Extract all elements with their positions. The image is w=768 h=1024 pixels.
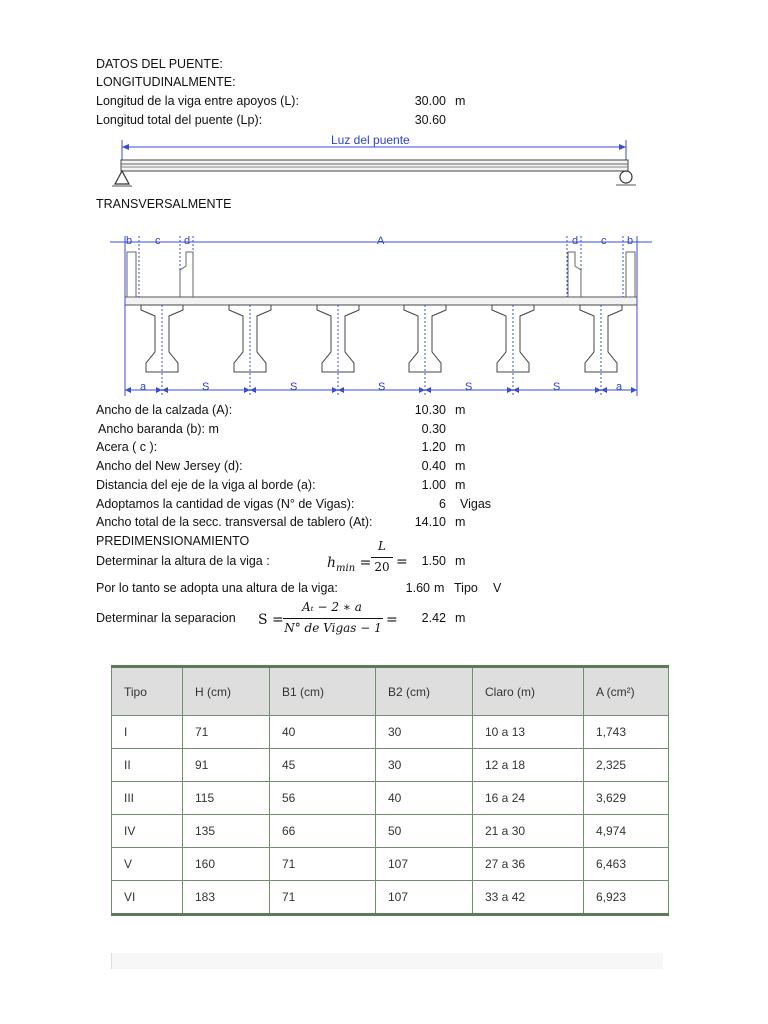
sep-unit: m [455,611,466,625]
adopta-value: 1.60 [405,581,430,595]
dim-d-right: d [572,235,579,247]
param-unit: m [455,459,466,473]
param-label: Ancho total de la secc. transversal de tablero (At): [96,515,373,529]
dimension-arrowhead [156,387,162,393]
dimension-arrowhead [338,387,344,393]
transversal-heading: TRANSVERSALMENTE [96,197,232,211]
table-cell: 66 [270,815,376,848]
table-cell: I [112,716,183,749]
table-cell: IV [112,815,183,848]
table-cell: 27 a 36 [473,848,584,881]
dim-b-right: b [627,235,634,247]
table-cell: 4,974 [584,815,669,848]
param-value: 10.30 [414,403,446,417]
table-cell: 21 a 30 [473,815,584,848]
col-header: Claro (m) [473,667,584,716]
param-unit: m [455,440,466,454]
table-cell: 12 a 18 [473,749,584,782]
col-header: A (cm²) [584,667,669,716]
sep-label: Determinar la separacion [96,611,236,625]
table-cell: 40 [270,716,376,749]
col-header: B2 (cm) [376,667,473,716]
table-cell: 71 [183,716,270,749]
table-row [112,749,669,782]
param-label: Longitud de la viga entre apoyos (L): [96,94,299,108]
dim-s: S [553,381,561,393]
table-cell: 30 [376,716,473,749]
table-cell: VI [112,881,183,915]
dimension-arrowhead [595,387,601,393]
dim-a-left: a [140,381,147,393]
param-value: 6 [439,497,446,511]
equals-sign: = [396,554,408,570]
table-cell: 107 [376,848,473,881]
dim-s: S [465,381,473,393]
railing-right [626,252,635,297]
param-label: Ancho de la calzada (A): [96,403,233,417]
altura-value: 1.50 [421,554,446,568]
dim-b-left: b [126,235,133,247]
table-cell: 56 [270,782,376,815]
adopta-tipo: V [493,581,502,595]
fraction-bar [371,557,393,558]
girder-types-table [111,665,669,916]
table-cell: 3,629 [584,782,669,815]
table-cell: 91 [183,749,270,782]
param-label: Ancho baranda (b): m [98,422,219,436]
col-header: Tipo [112,667,183,716]
table-cell: 135 [183,815,270,848]
table-header-row [112,667,669,716]
param-unit: m [455,94,466,108]
altura-num: L [378,539,386,553]
dimension-arrowhead [332,387,338,393]
table-cell: V [112,848,183,881]
col-header: H (cm) [183,667,270,716]
param-label: Ancho del New Jersey (d): [96,459,243,473]
table-cell: 115 [183,782,270,815]
table-cell: 16 a 24 [473,782,584,815]
sep-lhs: S = [258,612,284,628]
railing-left [127,252,136,297]
table-cell: II [112,749,183,782]
param-label: Acera ( c ): [96,440,158,454]
param-value: 0.30 [421,422,446,436]
dimension-arrowhead [250,387,256,393]
dimension-arrowhead [425,387,431,393]
datos-title: DATOS DEL PUENTE: [96,57,223,71]
param-value: 0.40 [421,459,446,473]
dimension-arrowhead [507,387,513,393]
table-row [112,716,669,749]
table-cell: 6,923 [584,881,669,915]
param-label: Distancia del eje de la viga al borde (a): [96,478,316,492]
table-row [112,815,669,848]
col-header: B1 (cm) [270,667,376,716]
table-cell: 45 [270,749,376,782]
sep-den: N° de Vigas − 1 [284,621,382,635]
param-label: Longitud total del puente (Lp): [96,113,263,127]
param-unit: m [455,403,466,417]
dimension-arrowhead [601,387,607,393]
param-value: 30.00 [414,94,446,108]
longitudinal-heading: LONGITUDINALMENTE: [96,75,236,89]
dim-s: S [378,381,386,393]
table-cell: 40 [376,782,473,815]
dim-c-left: c [155,235,161,247]
dimension-arrowhead [244,387,250,393]
table-cell: 107 [376,881,473,915]
new-jersey-left [180,252,193,297]
table-cell: 10 a 13 [473,716,584,749]
table-cell: III [112,782,183,815]
dim-c-right: c [601,235,607,247]
param-value: 14.10 [414,515,446,529]
fraction-bar [283,618,383,619]
dim-s: S [290,381,298,393]
table-cell: 1,743 [584,716,669,749]
param-value: 1.20 [421,440,446,454]
sep-num: Aₜ − 2 ∗ a [302,600,362,614]
dim-a-main: A [377,235,385,247]
altura-unit: m [455,554,466,568]
dim-d-left: d [184,235,191,247]
sep-value: 2.42 [421,611,446,625]
deck-slab [125,297,637,305]
table-cell: 33 a 42 [473,881,584,915]
table-row [112,782,669,815]
param-value: 30.60 [414,113,446,127]
param-label: Adoptamos la cantidad de vigas (N° de Vigas): [96,497,355,511]
span-label: Luz del puente [331,133,410,147]
adopta-tipo-label: Tipo [454,581,478,595]
dimension-arrowhead [631,387,637,393]
dim-a-right: a [616,381,623,393]
table-cell: 30 [376,749,473,782]
dimension-arrowhead [162,387,168,393]
page-footer-strip [111,953,663,969]
table-cell: 160 [183,848,270,881]
table-row [112,848,669,881]
dim-s: S [202,381,210,393]
dimension-arrowhead [419,387,425,393]
predim-heading: PREDIMENSIONAMIENTO [96,534,250,548]
adopta-unit: m [434,581,445,595]
param-unit: Vigas [460,497,492,511]
altura-lhs: $h_{min}$ = [327,555,372,574]
param-value: 1.00 [421,478,446,492]
table-cell: 183 [183,881,270,915]
dimension-arrowhead [125,387,131,393]
param-unit: m [455,478,466,492]
table-cell: 71 [270,848,376,881]
table-cell: 2,325 [584,749,669,782]
param-unit: m [455,515,466,529]
table-cell: 50 [376,815,473,848]
table-cell: 71 [270,881,376,915]
table-cell: 6,463 [584,848,669,881]
equals-sign: = [386,612,398,628]
altura-den: 20 [374,560,390,574]
altura-label: Determinar la altura de la viga : [96,554,270,568]
table-row [112,881,669,915]
new-jersey-right [568,252,581,297]
cross-section-diagram [0,0,768,420]
dimension-arrowhead [513,387,519,393]
adopta-label: Por lo tanto se adopta una altura de la viga: [96,581,338,595]
